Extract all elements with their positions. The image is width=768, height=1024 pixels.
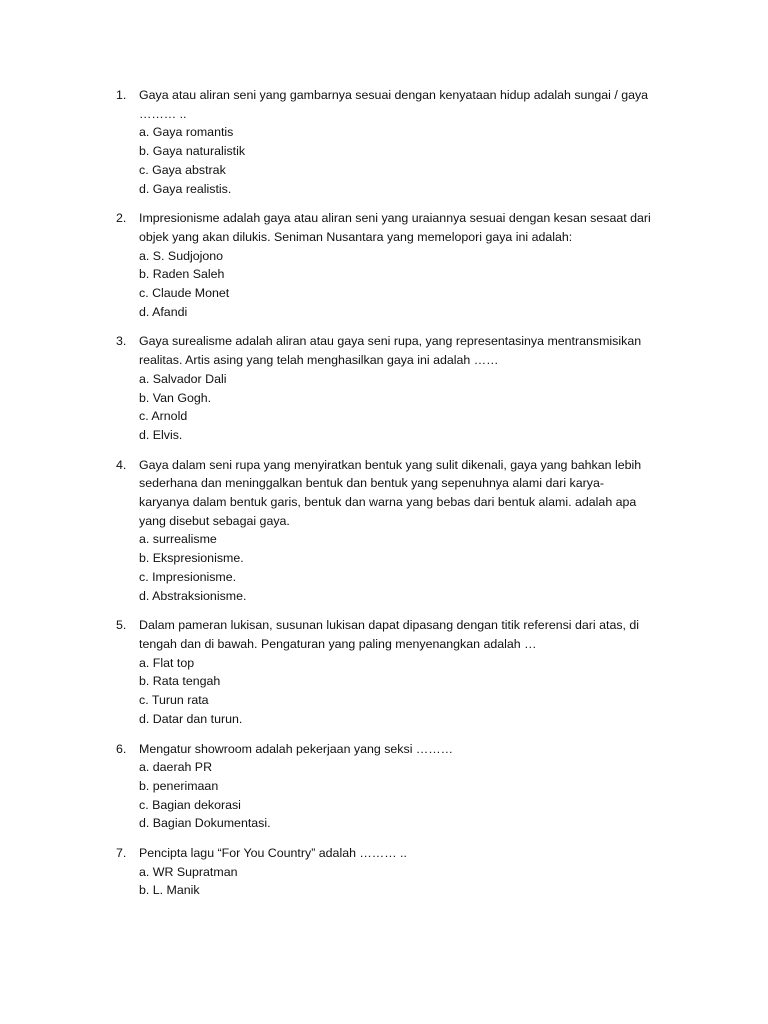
option-list [139, 863, 676, 900]
question-number: 2. [116, 211, 127, 226]
option: d. Elvis. [139, 427, 183, 442]
question-text: Impresionisme adalah gaya atau aliran seni yang uraiannya sesuai dengan kesan sesaat dari objek yang akan dilukis. Seniman Nusantara yang memelopori gaya ini adalah: [139, 211, 651, 244]
option-list [139, 370, 676, 445]
question-text: Gaya surealisme adalah aliran atau gaya seni rupa, yang representasinya mentransmisikan realitas. Artis asing yang telah menghasilkan gaya ini adalah …… [139, 334, 642, 368]
question-text: Gaya atau aliran seni yang gambarnya sesuai dengan kenyataan hidup adalah sungai / gaya ……… .. [139, 88, 649, 121]
question-number: 4. [116, 457, 127, 472]
option: a. WR Supratman [139, 864, 238, 879]
question-number: 5. [116, 618, 127, 633]
question-list [116, 86, 676, 911]
question-number: 3. [116, 334, 127, 349]
question-item [116, 740, 676, 834]
question-item [116, 456, 676, 606]
option-list [139, 123, 676, 198]
option: b. Gaya naturalistik [139, 144, 246, 159]
option: c. Arnold [139, 409, 188, 424]
option: d. Abstraksionisme. [139, 588, 247, 603]
option: c. Bagian dekorasi [139, 797, 241, 812]
option: c. Gaya abstrak [139, 162, 226, 177]
option: b. penerimaan [139, 778, 219, 793]
question-item [116, 616, 676, 728]
option: c. Impresionisme. [139, 569, 237, 584]
option: a. Gaya romantis [139, 125, 234, 140]
option: b. Ekspresionisme. [139, 551, 244, 566]
option: c. Claude Monet [139, 286, 230, 301]
question-number: 7. [116, 846, 127, 861]
question-item [116, 844, 676, 900]
option: d. Afandi [139, 304, 188, 319]
question-text: Dalam pameran lukisan, susunan lukisan dapat dipasang dengan titik referensi dari atas, di tengah dan di bawah. Pengaturan yang paling menyenangkan adalah … [139, 618, 640, 651]
question-item [116, 86, 676, 198]
question-text: Gaya dalam seni rupa yang menyiratkan bentuk yang sulit dikenali, gaya yang bahkan lebih sederhana dan meninggalkan bentuk dan bentuk yang sepenuhnya alami dari karya- karyanya dalam bentuk garis, bentuk dan warna yang bebas dari bentuk alami. adalah apa yang disebut sebagai gaya. [139, 457, 642, 528]
option: d. Gaya realistis. [139, 181, 232, 196]
option-list [139, 530, 676, 605]
option-list [139, 758, 676, 833]
option-list [139, 247, 676, 322]
question-item [116, 332, 676, 444]
option: b. Raden Saleh [139, 267, 225, 282]
question-item [116, 209, 676, 321]
option: b. Rata tengah [139, 674, 221, 689]
option: a. daerah PR [139, 760, 213, 775]
option: d. Datar dan turun. [139, 711, 243, 726]
option: b. Van Gogh. [139, 390, 212, 405]
option: a. S. Sudjojono [139, 248, 224, 263]
option: b. L. Manik [139, 883, 200, 898]
option: d. Bagian Dokumentasi. [139, 816, 271, 831]
question-number: 1. [116, 88, 127, 102]
question-number: 6. [116, 741, 127, 756]
option: a. Salvador Dali [139, 371, 227, 386]
option-list [139, 654, 676, 729]
question-text: Pencipta lagu “For You Country” adalah ……… .. [139, 846, 407, 861]
option: c. Turun rata [139, 693, 209, 708]
option: a. surrealisme [139, 532, 217, 547]
option: a. Flat top [139, 655, 195, 670]
question-text: Mengatur showroom adalah pekerjaan yang seksi ……… [139, 741, 454, 756]
